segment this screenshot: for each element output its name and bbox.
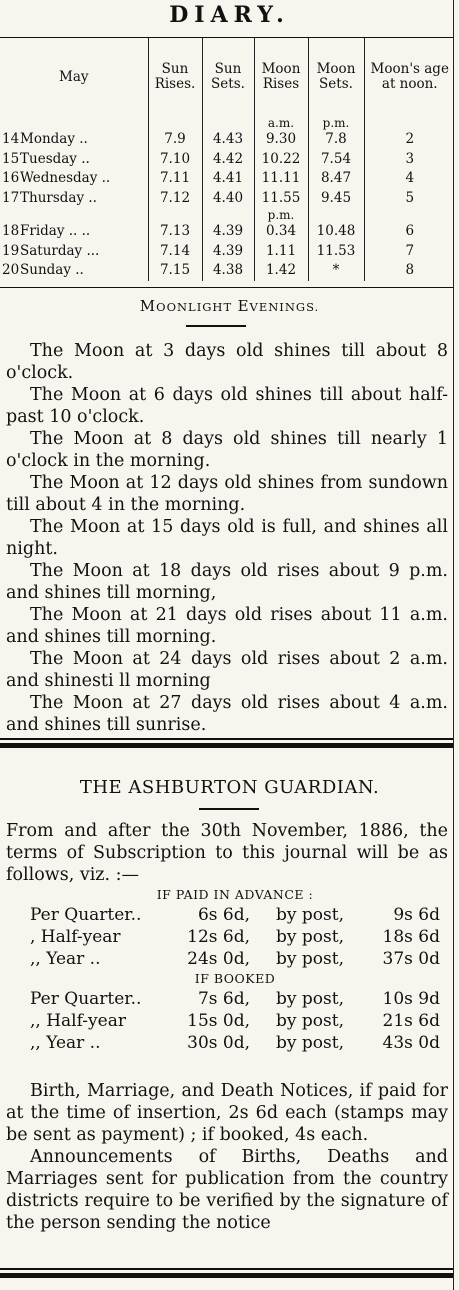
subscription-post-price: 43s 0d <box>382 1033 440 1053</box>
cell-sun-sets: 4.40 <box>202 189 254 209</box>
section-rule-1b <box>0 743 453 748</box>
diary-table <box>0 38 455 281</box>
subhead-am: a.m. <box>254 116 308 130</box>
subscription-post: by post, <box>276 1011 344 1031</box>
day-name: Monday .. <box>20 131 88 147</box>
section-rule-1a <box>0 738 453 740</box>
day-number: 20 <box>2 262 20 278</box>
subscription-period: Per Quarter.. <box>30 989 142 1009</box>
cell-moon-rises: 9.30 <box>254 130 308 150</box>
header-sun-rises: Sun Rises. <box>148 38 202 116</box>
moonlight-paragraph: The Moon at 3 days old shines till about 8 o'clock. <box>6 341 448 383</box>
moonlight-paragraph: The Moon at 8 days old shines till nearly 1 o'clock in the morning. <box>6 429 448 471</box>
day-number: 15 <box>2 150 20 167</box>
cell-sun-sets: 4.41 <box>202 169 254 189</box>
day-name: Tuesday .. <box>20 150 90 167</box>
day-name: Sunday .. <box>20 262 84 278</box>
subscription-price: 6s 6d, <box>197 905 250 925</box>
subscription-post-price: 37s 0d <box>382 949 440 969</box>
header-moon-rises: Moon Rises <box>254 38 308 116</box>
subscription-price: 30s 0d, <box>187 1033 250 1053</box>
day-number: 17 <box>2 189 20 206</box>
day-name: Friday .. .. <box>20 223 91 239</box>
cell-moon-rises: 1.42 <box>254 261 308 281</box>
cell-sun-rises: 7.12 <box>148 189 202 209</box>
moonlight-paragraph: The Moon at 18 days old rises about 9 p.m. and shines till morning, <box>6 561 448 603</box>
day-name: Thursday .. <box>20 189 97 206</box>
booked-caption: IF BOOKED <box>194 971 276 986</box>
subscription-table <box>30 886 440 1054</box>
cell-sun-sets: 4.39 <box>202 242 254 262</box>
cell-age: 4 <box>364 169 455 189</box>
guardian-title: THE ASHBURTON GUARDIAN. <box>79 777 380 798</box>
subscription-row <box>30 1032 440 1054</box>
cell-moon-sets: 9.45 <box>308 189 364 209</box>
cell-moon-sets: 10.48 <box>308 222 364 242</box>
diary-title: DIARY. <box>169 2 290 28</box>
cell-sun-rises: 7.13 <box>148 222 202 242</box>
cell-moon-sets: * <box>308 261 364 281</box>
diary-row <box>0 150 455 170</box>
notices-block <box>6 1080 448 1234</box>
header-sun-sets: Sun Sets. <box>202 38 254 116</box>
subscription-post-price: 21s 6d <box>382 1011 440 1031</box>
subscription-row <box>30 904 440 926</box>
moonlight-paragraph: The Moon at 27 days old rises about 4 a.m. and shines till sunrise. <box>6 693 448 735</box>
subscription-post-price: 10s 9d <box>382 989 440 1009</box>
header-moon-age: Moon's age at noon. <box>364 38 455 116</box>
cell-sun-rises: 7.11 <box>148 169 202 189</box>
subscription-price: 15s 0d, <box>187 1011 250 1031</box>
subhead-pm-2: p.m. <box>254 208 308 222</box>
cell-age: 7 <box>364 242 455 262</box>
moonlight-paragraph: The Moon at 21 days old rises about 11 a.m. and shines till morning. <box>6 605 448 647</box>
cell-sun-rises: 7.14 <box>148 242 202 262</box>
announcements-text: Announcements of Births, Deaths and Marriages sent for publication from the country districts require to be verified by the signature of the person sending the notice <box>6 1147 448 1233</box>
cell-sun-rises: 7.9 <box>148 130 202 150</box>
cell-moon-rises: 10.22 <box>254 150 308 170</box>
moonlight-rule <box>186 325 246 327</box>
diary-row <box>0 189 455 209</box>
cell-age: 2 <box>364 130 455 150</box>
moonlight-paragraph: The Moon at 15 days old is full, and shines all night. <box>6 517 448 559</box>
cell-moon-sets: 7.8 <box>308 130 364 150</box>
day-number: 16 <box>2 170 20 186</box>
cell-sun-sets: 4.38 <box>202 261 254 281</box>
cell-age: 6 <box>364 222 455 242</box>
cell-sun-rises: 7.15 <box>148 261 202 281</box>
subhead-pm: p.m. <box>308 116 364 130</box>
guardian-rule <box>199 808 259 810</box>
diary-row <box>0 169 455 189</box>
moonlight-paragraph: The Moon at 24 days old rises about 2 a.m. and shinesti ll morning <box>6 649 448 691</box>
subscription-period: ,, Half-year <box>30 1011 126 1031</box>
cell-sun-sets: 4.42 <box>202 150 254 170</box>
notices-text: Birth, Marriage, and Death Notices, if paid for at the time of insertion, 2s 6d each (stamps may be sent as payment) ; if booked, 4s each. <box>6 1081 448 1145</box>
header-month: May <box>59 68 89 85</box>
subscription-post: by post, <box>276 949 344 969</box>
diary-row <box>0 222 455 242</box>
cell-moon-rises: 0.34 <box>254 222 308 242</box>
cell-moon-sets: 11.53 <box>308 242 364 262</box>
cell-age: 3 <box>364 150 455 170</box>
diary-row <box>0 242 455 262</box>
cell-moon-rises: 1.11 <box>254 242 308 262</box>
cell-moon-rises: 11.11 <box>254 169 308 189</box>
advance-caption: IF PAID IN ADVANCE : <box>156 887 314 902</box>
subscription-post-price: 18s 6d <box>382 927 440 947</box>
subscription-price: 12s 6d, <box>187 927 250 947</box>
cell-age: 8 <box>364 261 455 281</box>
cell-moon-rises: 11.55 <box>254 189 308 209</box>
moonlight-paragraph: The Moon at 12 days old shines from sundown till about 4 in the morning. <box>6 473 448 515</box>
subscription-post: by post, <box>276 989 344 1009</box>
subscription-row <box>30 988 440 1010</box>
cell-moon-sets: 8.47 <box>308 169 364 189</box>
subscription-period: ,, Year .. <box>30 1033 101 1053</box>
moonlight-paragraphs <box>6 340 448 736</box>
diary-row <box>0 130 455 150</box>
moonlight-paragraph: The Moon at 6 days old shines till about half-past 10 o'clock. <box>6 385 448 427</box>
diary-bottom-rule <box>0 287 453 288</box>
subscription-row <box>30 1010 440 1032</box>
section-rule-2b <box>0 1273 453 1278</box>
guardian-intro-block <box>6 820 448 886</box>
cell-moon-sets: 7.54 <box>308 150 364 170</box>
subscription-period: , Half-year <box>30 927 121 947</box>
subscription-post: by post, <box>276 905 344 925</box>
cell-sun-rises: 7.10 <box>148 150 202 170</box>
header-moon-sets: Moon Sets. <box>308 38 364 116</box>
moonlight-heading: MOONLIGHT EVENINGS. <box>139 297 320 315</box>
day-name: Wednesday .. <box>20 170 111 186</box>
diary-row <box>0 261 455 281</box>
subscription-price: 7s 6d, <box>197 989 250 1009</box>
day-number: 18 <box>2 223 20 239</box>
subscription-price: 24s 0d, <box>187 949 250 969</box>
subscription-post-price: 9s 6d <box>393 905 440 925</box>
day-name: Saturday ... <box>20 242 100 259</box>
cell-sun-sets: 4.43 <box>202 130 254 150</box>
subscription-period: Per Quarter.. <box>30 905 142 925</box>
cell-sun-sets: 4.39 <box>202 222 254 242</box>
subscription-post: by post, <box>276 1033 344 1053</box>
subscription-period: ,, Year .. <box>30 949 101 969</box>
day-number: 19 <box>2 242 20 259</box>
section-rule-2a <box>0 1268 453 1270</box>
guardian-intro: From and after the 30th November, 1886, the terms of Subscription to this journal will be as follows, viz. :— <box>6 821 448 885</box>
subscription-row <box>30 926 440 948</box>
subscription-post: by post, <box>276 927 344 947</box>
subscription-row <box>30 948 440 970</box>
day-number: 14 <box>2 131 20 147</box>
cell-age: 5 <box>364 189 455 209</box>
